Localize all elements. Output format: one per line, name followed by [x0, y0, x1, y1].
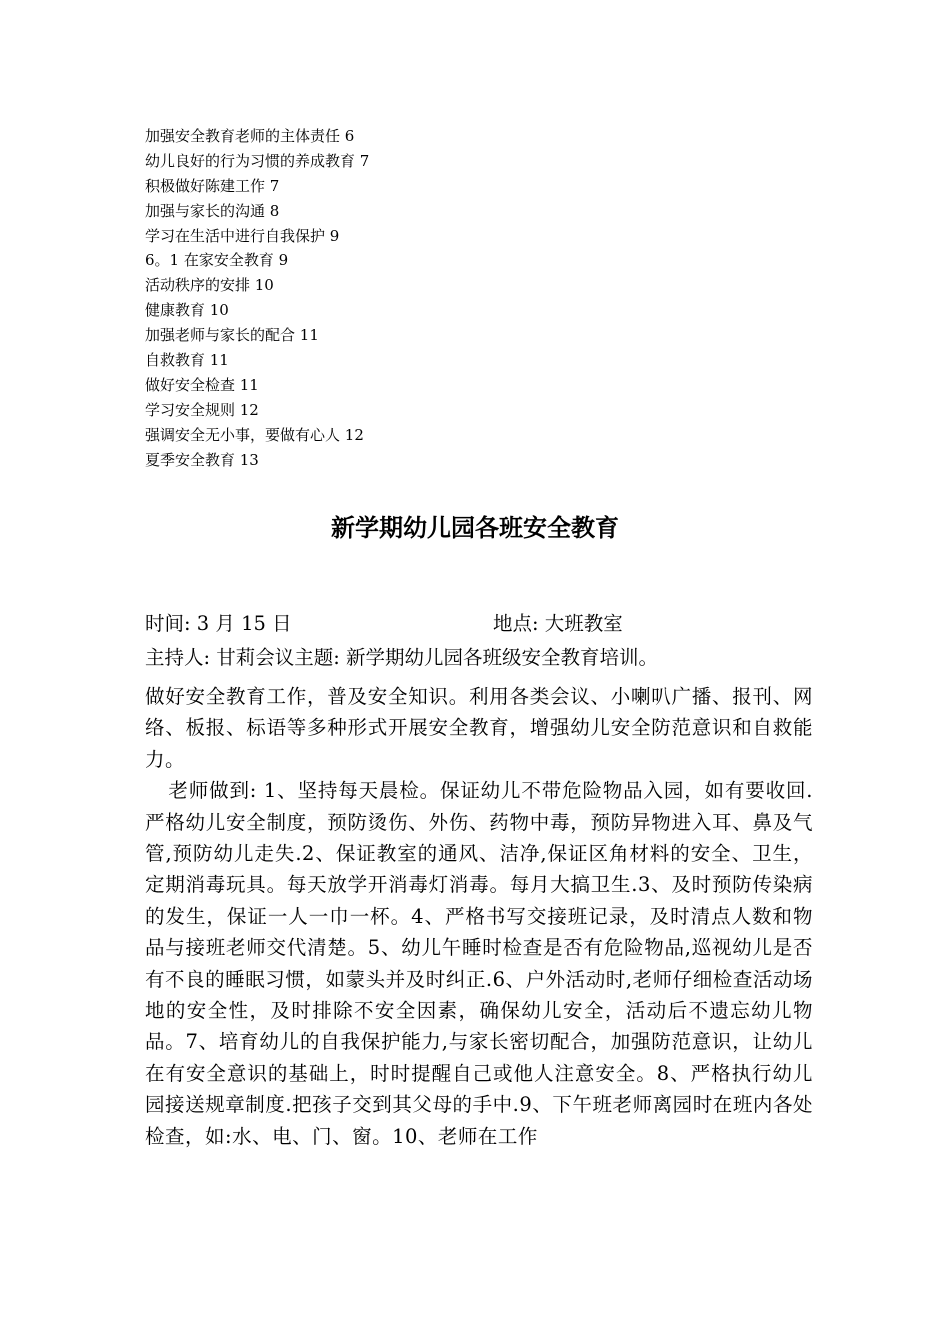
toc-item[interactable]: 幼儿良好的行为习惯的养成教育 7 — [145, 151, 370, 170]
toc-item[interactable]: 加强与家长的沟通 8 — [145, 201, 280, 220]
meeting-time: 时间: 3 月 15 日 — [145, 612, 292, 635]
toc-item[interactable]: 6。1 在家安全教育 9 — [145, 251, 289, 270]
toc-item[interactable]: 自救教育 11 — [145, 351, 229, 370]
toc-item[interactable]: 强调安全无小事，要做有心人 12 — [145, 425, 364, 444]
toc-item[interactable]: 夏季安全教育 13 — [145, 450, 259, 469]
toc-item[interactable]: 活动秩序的安排 10 — [145, 276, 274, 295]
toc-item[interactable]: 学习在生活中进行自我保护 9 — [145, 226, 340, 245]
toc-item[interactable]: 做好安全检查 11 — [145, 375, 259, 394]
toc-item[interactable]: 健康教育 10 — [145, 301, 229, 320]
toc-item[interactable]: 加强老师与家长的配合 11 — [145, 326, 319, 345]
meeting-place: 地点: 大班教室 — [493, 612, 623, 635]
meeting-host-topic: 主持人: 甘莉会议主题: 新学期幼儿园各班级安全教育培训。 — [145, 646, 659, 669]
document-body — [145, 681, 813, 1152]
body-paragraph: 做好安全教育工作，普及安全知识。利用各类会议、小喇叭广播、报刊、网络、板报、标语等多种形式开展安全教育，增强幼儿安全防范意识和自救能力。 — [145, 685, 813, 771]
meeting-time-line — [145, 609, 845, 639]
toc-item[interactable]: 积极做好陈建工作 7 — [145, 176, 280, 195]
document-title: 新学期幼儿园各班安全教育 — [331, 514, 619, 542]
toc-item[interactable]: 加强安全教育老师的主体责任 6 — [145, 127, 355, 145]
table-of-contents — [145, 124, 845, 472]
body-paragraph: 老师做到: 1、坚持每天晨检。保证幼儿不带危险物品入园，如有要收回.严格幼儿安全制度，预防烫伤、外伤、药物中毒，预防异物进入耳、鼻及气管,预防幼儿走失.2、保证教室的通风、洁净,保证区角材料的安全、卫生，定期消毒玩具。每天放学开消毒灯消毒。每月大搞卫生.3、及时预防传染病的发生，保证一人一巾一杯。4、严格书写交接班记录，及时清点人数和物品与接班老师交代清楚。5、幼儿午睡时检查是否有危险物品,巡视幼儿是否有不良的睡眠习惯，如蒙头并及时纠正.6、户外活动时,老师仔细检查活动场地的安全性，及时排除不安全因素，确保幼儿安全，活动后不遗忘幼儿物品。7、培育幼儿的自我保护能力,与家长密切配合，加强防范意识，让幼儿在有安全意识的基础上，时时提醒自己或他人注意安全。8、严格执行幼儿园接送规章制度.把孩子交到其父母的手中.9、下午班老师离园时在班内各处检查，如:水、电、门、窗。10、老师在工作 — [145, 779, 813, 1148]
toc-item[interactable]: 学习安全规则 12 — [145, 400, 259, 419]
